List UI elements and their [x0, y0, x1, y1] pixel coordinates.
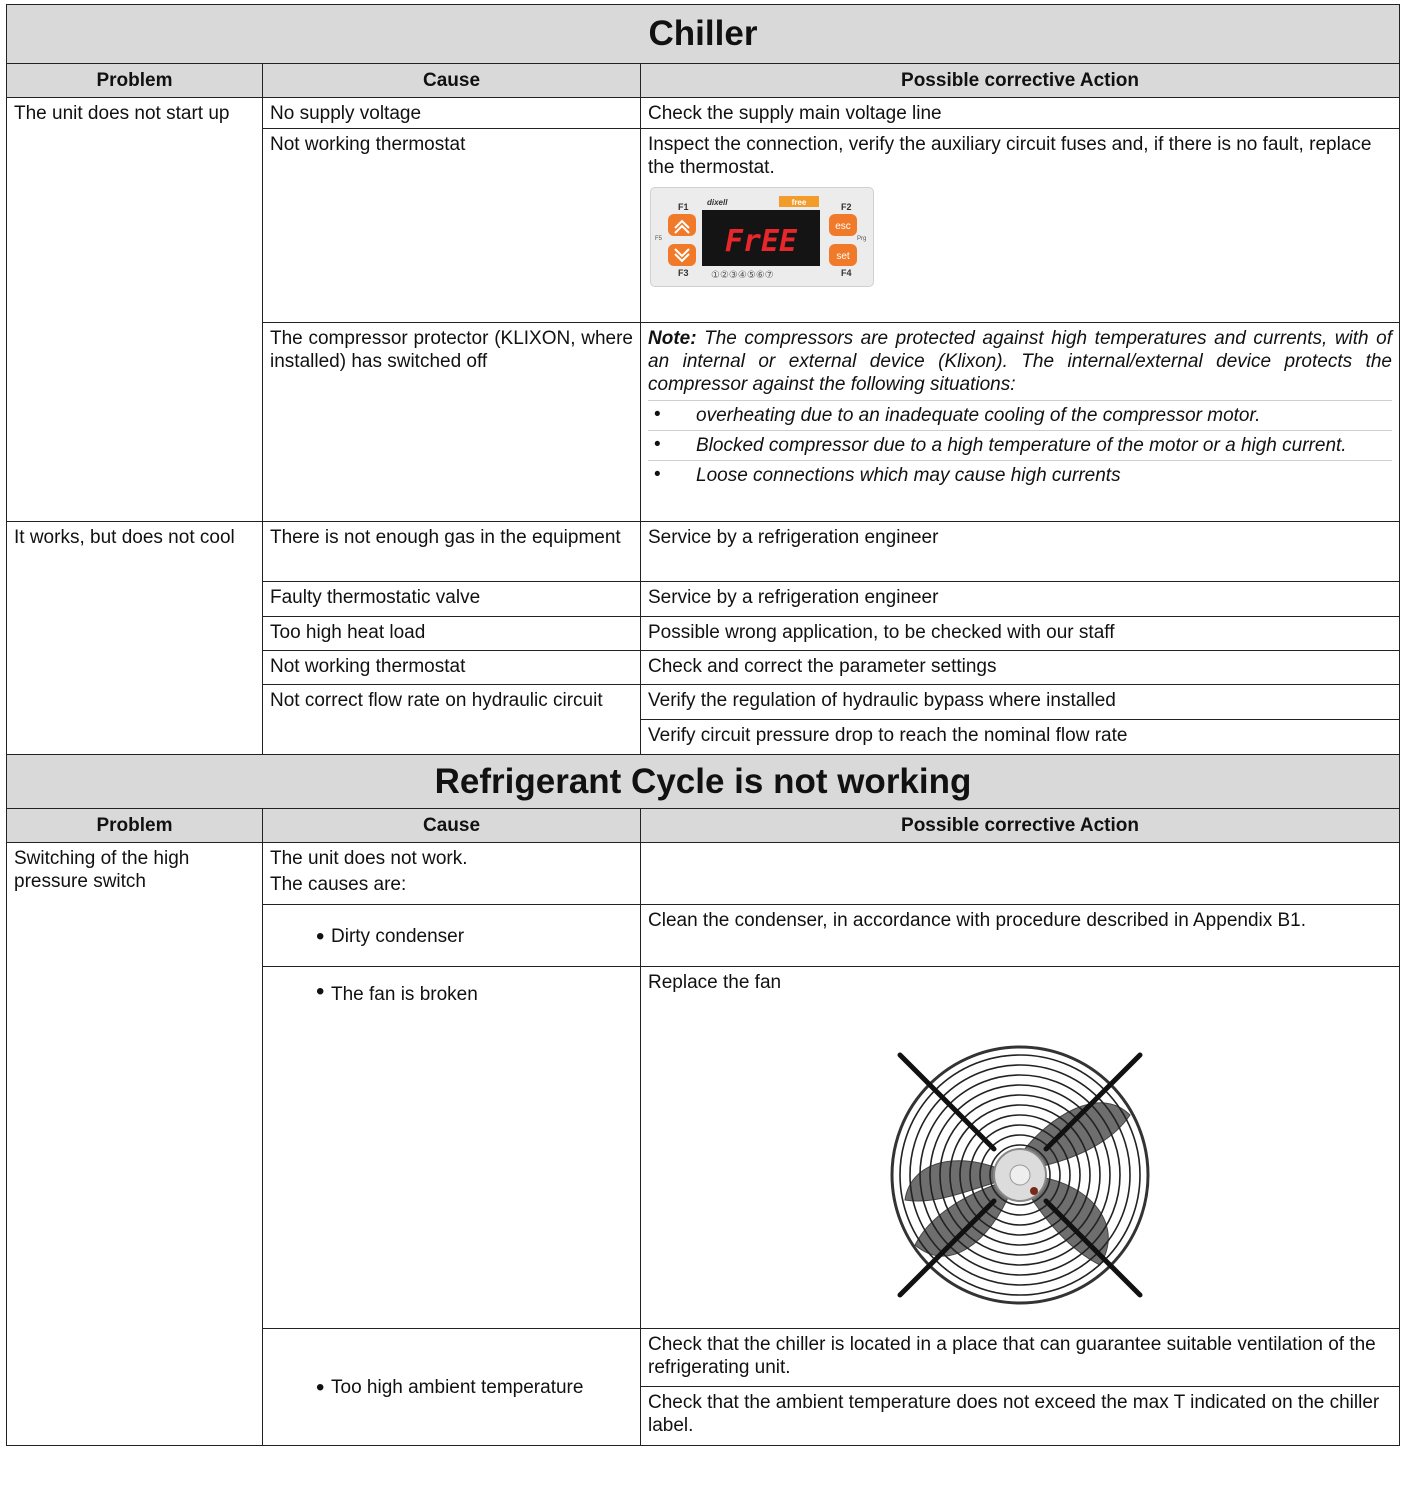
troubleshooting-table	[6, 4, 1400, 1446]
led-indicators: ①②③④⑤⑥⑦	[711, 270, 774, 281]
note-item: • Blocked compressor due to a high temperature of the motor or a high current.	[648, 430, 1392, 460]
cause-line-2: The causes are:	[270, 874, 407, 895]
thermostat-controller-icon	[651, 188, 873, 286]
badge-free: free	[791, 198, 807, 207]
label-f1: F1	[678, 202, 689, 212]
label-f3: F3	[678, 268, 689, 278]
action-service-1: Service by a refrigeration engineer	[641, 522, 1400, 582]
label-f4: F4	[841, 268, 852, 278]
header-problem: Problem	[7, 64, 263, 98]
action-parameter-settings: Check and correct the parameter settings	[641, 651, 1400, 685]
action-klixon-note	[641, 323, 1400, 522]
cause-heat-load: Too high heat load	[263, 617, 641, 651]
problem-not-cool: It works, but does not cool	[7, 522, 263, 755]
label-f5: F5	[655, 236, 663, 242]
problem-not-start: The unit does not start up	[7, 98, 263, 522]
brand-logo: dixell	[707, 198, 728, 207]
cause-flow-rate: Not correct flow rate on hydraulic circuit	[263, 685, 641, 755]
cause-ambient-label: Too high ambient temperature	[331, 1377, 584, 1398]
display-readout: FrEE	[724, 224, 798, 259]
cause-unit-not-work	[263, 843, 641, 905]
header-problem-2: Problem	[7, 809, 263, 843]
button-set: set	[836, 251, 850, 262]
fan-image	[648, 994, 1392, 1306]
cause-thermostat-2: Not working thermostat	[263, 651, 641, 685]
bullet-icon: •	[316, 978, 325, 1005]
button-esc: esc	[835, 221, 851, 232]
header-action: Possible corrective Action	[641, 64, 1400, 98]
cause-dirty-condenser	[263, 905, 641, 967]
cause-dirty-label: Dirty condenser	[331, 925, 465, 947]
note-list	[648, 400, 1392, 490]
bullet-icon: •	[316, 1374, 325, 1401]
cause-fan-broken	[263, 967, 641, 1329]
action-bypass: Verify the regulation of hydraulic bypass where installed	[641, 685, 1399, 720]
note-item: • Loose connections which may cause high currents	[648, 460, 1392, 490]
cause-no-voltage: No supply voltage	[263, 98, 641, 129]
note-text: The compressors are protected against high temperatures and currents, with of an internal or external device (Klixon). The internal/external device protects the compressor against the following situations:	[648, 328, 1392, 395]
axial-fan-icon	[889, 1044, 1151, 1306]
thermostat-image	[650, 187, 874, 287]
action-clean-condenser: Clean the condenser, in accordance with procedure described in Appendix B1.	[641, 905, 1400, 967]
cause-line-1: The unit does not work.	[270, 848, 468, 869]
cause-ambient-temp	[263, 1329, 641, 1446]
action-wrong-application: Possible wrong application, to be checked with our staff	[641, 617, 1400, 651]
cause-fan-label: The fan is broken	[331, 984, 478, 1005]
action-empty	[641, 843, 1400, 905]
header-cause: Cause	[263, 64, 641, 98]
action-pressure-drop: Verify circuit pressure drop to reach the nominal flow rate	[648, 725, 1128, 746]
action-max-temp: Check that the ambient temperature does not exceed the max T indicated on the chiller label.	[648, 1392, 1380, 1436]
cause-not-enough-gas: There is not enough gas in the equipment	[263, 522, 641, 582]
label-f2: F2	[841, 202, 852, 212]
section-title-refrigerant: Refrigerant Cycle is not working	[7, 755, 1400, 809]
action-flow-rate	[641, 685, 1400, 755]
note-item: • overheating due to an inadequate cooling of the compressor motor.	[648, 400, 1392, 430]
label-prg: Prg	[857, 236, 867, 242]
bullet-icon: •	[316, 922, 325, 950]
cause-thermostat: Not working thermostat	[263, 129, 641, 323]
cause-klixon: The compressor protector (KLIXON, where installed) has switched off	[263, 323, 641, 522]
action-check-voltage: Check the supply main voltage line	[641, 98, 1400, 129]
header-action-2: Possible corrective Action	[641, 809, 1400, 843]
header-cause-2: Cause	[263, 809, 641, 843]
problem-high-pressure: Switching of the high pressure switch	[7, 843, 263, 1446]
note-label: Note:	[648, 328, 697, 349]
action-thermostat-text: Inspect the connection, verify the auxiliary circuit fuses and, if there is no fault, replace the thermostat.	[648, 134, 1372, 178]
section-title-chiller: Chiller	[7, 5, 1400, 64]
cause-faulty-valve: Faulty thermostatic valve	[263, 582, 641, 617]
action-replace-fan	[641, 967, 1400, 1329]
action-ventilation: Check that the chiller is located in a place that can guarantee suitable ventilation of the refrigerating unit.	[641, 1329, 1399, 1387]
action-thermostat	[641, 129, 1400, 323]
action-service-2: Service by a refrigeration engineer	[641, 582, 1400, 617]
action-replace-fan-text: Replace the fan	[648, 972, 782, 993]
action-ambient	[641, 1329, 1400, 1446]
